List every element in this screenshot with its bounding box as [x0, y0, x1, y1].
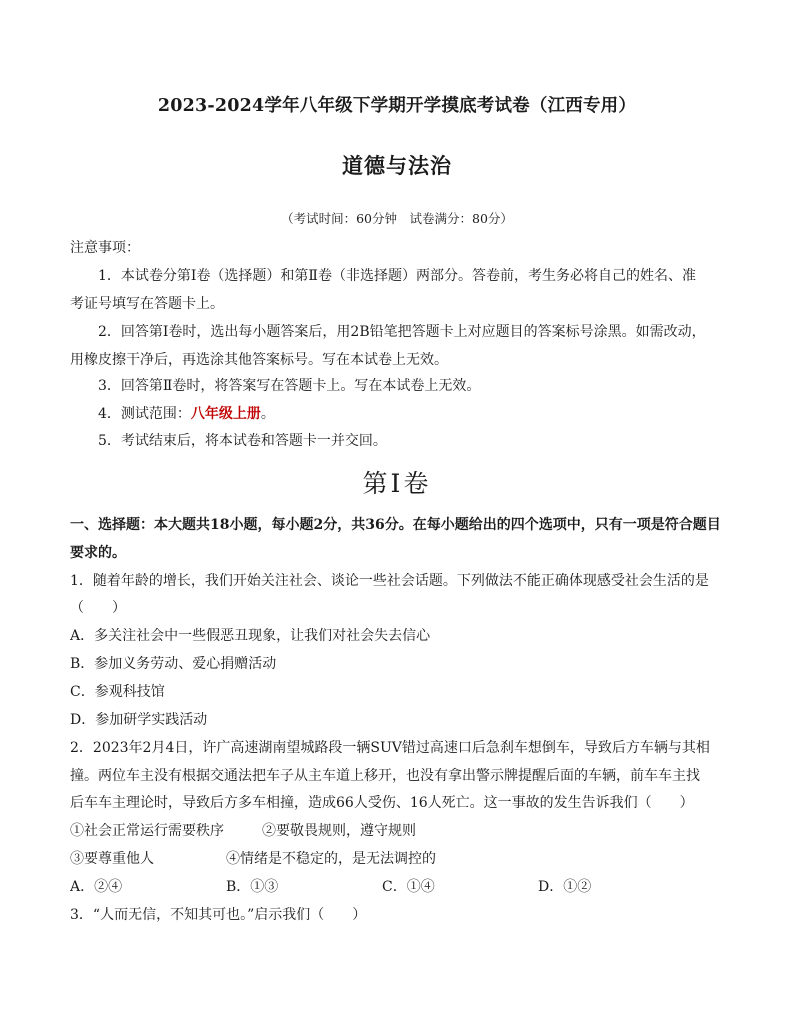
question-1-stem-line-1: 1．随着年龄的增长，我们开始关注社会、谈论一些社会话题。下列做法不能正确体现感受社会生活的是 [70, 573, 709, 589]
test-scope: 八年级上册 [190, 406, 261, 422]
question-2-option-d: D．①② [538, 879, 592, 895]
note-item-2-line-2: 用橡皮擦干净后，再选涂其他答案标号。写在本试卷上无效。 [70, 352, 448, 368]
exam-info: （考试时间：60分钟 试卷满分：80分） [281, 211, 513, 226]
question-1-option-c: C．参观科技馆 [70, 684, 165, 700]
question-2-statement-1: ①社会正常运行需要秩序 [70, 823, 224, 839]
question-1-option-d: D．参加研学实践活动 [70, 712, 208, 728]
question-2-statement-3: ③要尊重他人 [70, 851, 154, 867]
note-item-4-suffix: 。 [260, 406, 275, 422]
notes-heading: 注意事项： [70, 240, 140, 256]
note-item-2-line-1: 2．回答第Ⅰ卷时，选出每小题答案后，用2B铅笔把答题卡上对应题目的答案标号涂黑。如需改动， [98, 324, 706, 340]
note-item-4 [98, 404, 275, 424]
question-2-stem-line-2: 撞。两位车主没有根据交通法把车子从主车道上移开，也没有拿出警示牌提醒后面的车辆，前车车主找 [70, 768, 700, 784]
note-item-4-prefix: 4．测试范围： [98, 406, 191, 422]
question-3-stem-line-1: 3．“人而无信，不知其可也。”启示我们（ ） [70, 907, 367, 923]
question-1-option-a: A．多关注社会中一些假恶丑现象，让我们对社会失去信心 [70, 628, 431, 644]
question-2-stem-line-1: 2．2023年2月4日，许广高速湖南望城路段一辆SUV错过高速口后急刹车想倒车，导致后方车辆与其相 [70, 740, 710, 756]
section-title: 第Ⅰ卷 [362, 469, 432, 498]
note-item-1-line-2: 考证号填写在答题卡上。 [70, 296, 224, 312]
question-1-option-b: B．参加义务劳动、爱心捐赠活动 [70, 656, 277, 672]
note-item-5: 5．考试结束后，将本试卷和答题卡一并交回。 [98, 433, 387, 449]
question-2-option-c: C．①④ [382, 879, 435, 895]
note-item-3: 3．回答第Ⅱ卷时，将答案写在答题卡上。写在本试卷上无效。 [98, 378, 481, 394]
question-1-stem-line-2: （ ） [70, 600, 126, 616]
question-2-statement-4: ④情绪是不稳定的，是无法调控的 [226, 851, 436, 867]
question-2-option-b: B．①③ [226, 879, 279, 895]
question-2-statement-2: ②要敬畏规则，遵守规则 [262, 823, 416, 839]
subject-title: 道德与法治 [342, 153, 452, 178]
note-item-1-line-1: 1．本试卷分第Ⅰ卷（选择题）和第Ⅱ卷（非选择题）两部分。答卷前，考生务必将自己的姓名、准 [98, 268, 696, 284]
question-2-option-a: A．②④ [70, 879, 123, 895]
section-instruction-line-1: 一、选择题：本大题共18小题，每小题2分，共36分。在每小题给出的四个选项中，只有一项是符合题目 [70, 517, 721, 533]
section-instruction-line-2: 要求的。 [70, 545, 126, 561]
exam-title: 2023-2024学年八年级下学期开学摸底考试卷（江西专用） [157, 96, 637, 116]
question-2-stem-line-3: 后车车主理论时，导致后方多车相撞，造成66人受伤、16人死亡。这一事故的发生告诉我们（ ） [70, 795, 694, 811]
